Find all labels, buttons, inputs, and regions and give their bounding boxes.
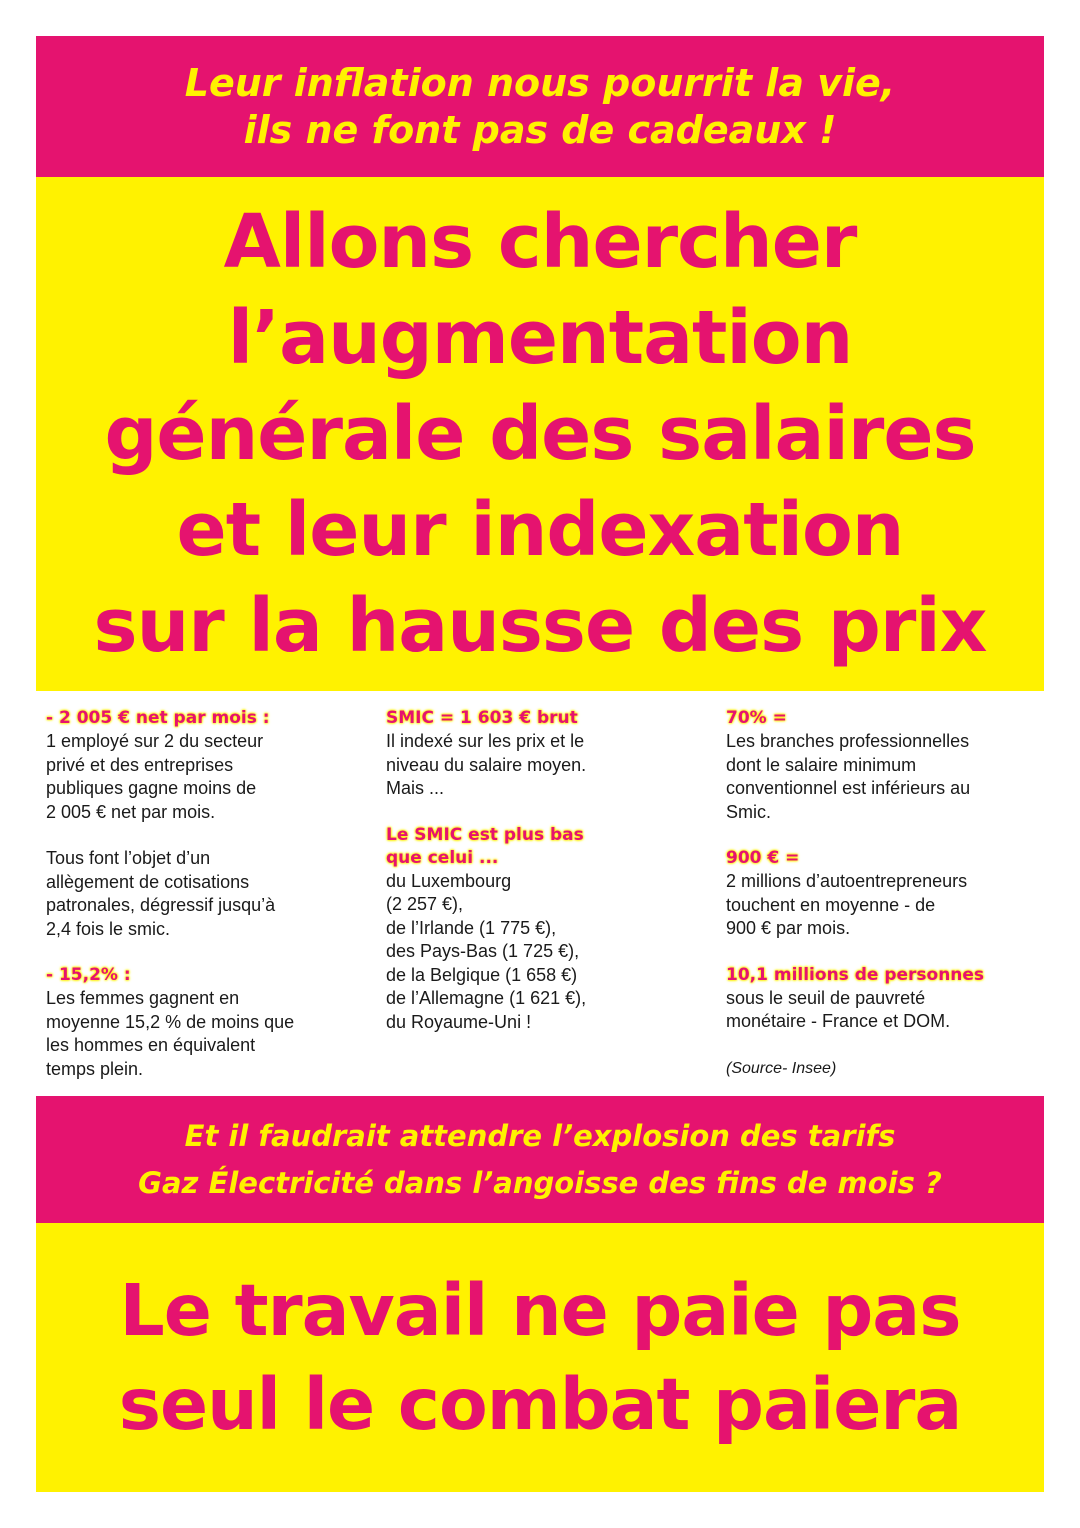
headline-line-5: sur la hausse des prix xyxy=(93,583,987,669)
stat-text-line: Tous font l’objet d’un xyxy=(46,848,211,868)
headline-line-2: l’augmentation xyxy=(227,295,853,381)
stats-column-1 xyxy=(46,707,366,1081)
stats-section xyxy=(36,691,1044,1096)
stat-text-line: Smic. xyxy=(726,801,771,822)
stat-heading-autoentrepreneurs: 900 € = xyxy=(726,848,800,868)
top-banner-line-1: Leur inflation nous pourrit la vie, xyxy=(184,60,896,105)
top-banner-line-2: ils ne font pas de cadeaux ! xyxy=(243,107,837,152)
stat-text-line: temps plein. xyxy=(46,1058,144,1079)
stat-text-line: 1 employé sur 2 du secteur xyxy=(46,731,264,751)
stat-text-line: allègement de cotisations xyxy=(46,871,250,892)
stat-text-line: 900 € par mois. xyxy=(726,918,851,938)
stat-text-line: les hommes en équivalent xyxy=(46,1035,256,1055)
stat-text-line: des Pays-Bas (1 725 €), xyxy=(386,941,580,961)
spacer xyxy=(46,824,366,847)
stat-text-line: dont le salaire minimum xyxy=(726,754,917,775)
poster xyxy=(36,36,1044,1492)
stat-text-line: touchent en moyenne - de xyxy=(726,894,936,915)
stat-heading-gender-gap: - 15,2% : xyxy=(46,965,131,985)
stat-text-line: (2 257 €), xyxy=(386,894,464,914)
stat-heading-smic-comparison: Le SMIC est plus bas xyxy=(386,824,584,845)
stat-text-line: niveau du salaire moyen. xyxy=(386,754,587,775)
stat-text-line: conventionnel est inférieurs au xyxy=(726,778,971,798)
spacer xyxy=(46,941,366,964)
stat-text-line: monétaire - France et DOM. xyxy=(726,1011,951,1031)
stat-text-line: moyenne 15,2 % de moins que xyxy=(46,1011,295,1032)
spacer xyxy=(726,941,1044,964)
stat-text-line: Les femmes gagnent en xyxy=(46,988,240,1008)
headline-line-1: Allons chercher xyxy=(223,199,857,285)
top-banner xyxy=(36,36,1044,177)
stats-column-3 xyxy=(726,707,1044,1080)
stat-text-line: de l’Allemagne (1 621 €), xyxy=(386,988,587,1008)
headline xyxy=(36,177,1044,691)
stat-text-line: sous le seuil de pauvreté xyxy=(726,987,926,1008)
spacer xyxy=(726,1034,1044,1057)
stat-text-line: 2,4 fois le smic. xyxy=(46,918,171,939)
stat-text-line: du Royaume-Uni ! xyxy=(386,1011,532,1032)
stats-column-2 xyxy=(386,707,686,1034)
stat-text-line: privé et des entreprises xyxy=(46,754,234,775)
bottom-slogan xyxy=(36,1223,1044,1492)
spacer xyxy=(726,824,1044,847)
bottom-slogan-line-2: seul le combat paiera xyxy=(118,1362,962,1446)
stat-heading-smic: SMIC = 1 603 € brut xyxy=(386,708,578,728)
stat-heading-poverty: 10,1 millions de personnes xyxy=(726,964,985,985)
headline-line-4: et leur indexation xyxy=(176,487,904,573)
stat-text-line: Il indexé sur les prix et le xyxy=(386,731,585,751)
stat-text-line: de la Belgique (1 658 €) xyxy=(386,964,578,985)
question-banner-line-2: Gaz Électricité dans l’angoisse des fins de mois ? xyxy=(138,1165,942,1200)
headline-line-3: générale des salaires xyxy=(104,391,976,477)
stat-heading-smic-comparison: que celui ... xyxy=(386,847,499,868)
stat-text-line: Les branches professionnelles xyxy=(726,731,970,751)
stat-text-line: de l’Irlande (1 775 €), xyxy=(386,917,557,938)
stat-text-line: du Luxembourg xyxy=(386,870,512,891)
stat-text-line: 2 millions d’autoentrepreneurs xyxy=(726,871,968,891)
bottom-slogan-line-1: Le travail ne paie pas xyxy=(119,1268,961,1352)
stat-heading-branches: 70% = xyxy=(726,708,787,728)
stat-text-line: 2 005 € net par mois. xyxy=(46,801,216,822)
stat-text-line: publiques gagne moins de xyxy=(46,778,257,798)
stat-heading-net-salary: - 2 005 € net par mois : xyxy=(46,708,270,728)
stat-text-line: patronales, dégressif jusqu’à xyxy=(46,895,276,915)
stat-text-line: Mais ... xyxy=(386,778,445,798)
spacer xyxy=(386,801,686,824)
question-banner-line-1: Et il faudrait attendre l’explosion des tarifs xyxy=(184,1118,896,1153)
question-banner xyxy=(36,1096,1044,1223)
source-note: (Source- Insee) xyxy=(726,1059,837,1077)
